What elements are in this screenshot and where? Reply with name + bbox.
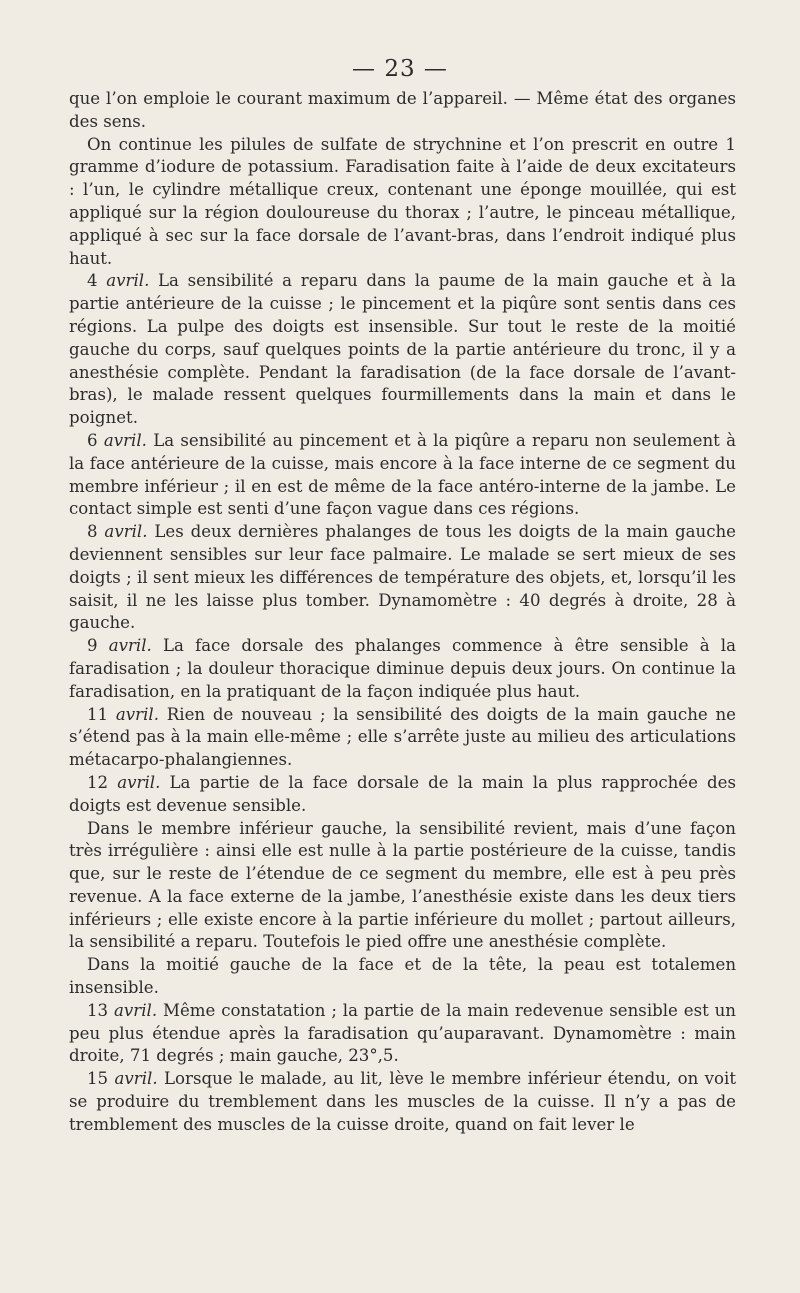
entry-text: La face dorsale des phalanges commence à être sensible à la faradisation ; la douleur thoracique diminue depuis deux jours. On continue la faradisation, en la pratiquant de la façon indiquée plus haut.	[69, 636, 736, 701]
entry-text: La partie de la face dorsale de la main la plus rapprochée des doigts est devenue sensible.	[69, 772, 737, 815]
entry-text: Même constatation ; la partie de la main redevenue sensible est un peu plus étendue après la faradisation qu’auparavant. Dynamomètre : main droite, 71 degrés ; main gauche, 23°,5.	[69, 1000, 736, 1066]
entry-month: avril.	[103, 430, 147, 450]
paragraph-text: Dans le membre inférieur gauche, la sensibilité revient, mais d’une façon très irrégulière : ainsi elle est nulle à la partie postérieure de la cuisse, tandis que, sur le reste de l’étendue de ce segment du membre, elle est à peu près revenue. A la face externe de la jambe, l’anesthésie existe dans les deux tiers inférieurs ; elle existe encore à la partie inférieure du mollet ; partout ailleurs, la sensibilité a reparu. Toutefois le pied offre une anesthésie complète.	[69, 818, 736, 952]
entry-day: 11	[87, 704, 109, 724]
entry-month: avril.	[114, 1000, 158, 1020]
paragraph-lower-limb	[69, 818, 736, 955]
paragraph-treatment	[69, 134, 736, 271]
entry-9-avril	[69, 635, 736, 703]
paragraph-text: Dans la moitié gauche de la face et de la tête, la peau est totalemen insensible.	[69, 955, 736, 998]
entry-month: avril.	[108, 636, 152, 656]
entry-11-avril	[69, 704, 736, 772]
entry-text: La sensibilité a reparu dans la paume de la main gauche et à la partie antérieure de la cuisse ; le pincement et la piqûre sont sentis dans ces régions. La pulpe des doigts est insensible. Sur tout le reste de la moitié gauche du corps, sauf quelques points de la partie antérieure du tronc, il y a anesthésie complète. Pendant la faradisation (de la face dorsale de l’avant-bras), le malade ressent quelques fourmillements dans la main et dans le poignet.	[69, 271, 736, 428]
entry-month: avril.	[106, 271, 150, 291]
paragraph-text: que l’on emploie le courant maximum de l’appareil. — Même état des organes des sens.	[69, 89, 736, 131]
entry-day: 4	[87, 271, 98, 291]
entry-month: avril.	[117, 772, 161, 792]
entry-text: La sensibilité au pincement et à la piqûre a reparu non seulement à la face antérieure de la cuisse, mais encore à la face interne de ce segment du membre inférieur ; il en est de même de la face antéro-interne de la jambe. Le contact simple est senti d’une façon vague dans ces régions.	[69, 430, 736, 519]
entry-13-avril	[69, 1000, 736, 1068]
paragraph-continuation	[69, 88, 736, 134]
page-number: — 23 —	[352, 56, 448, 82]
entry-8-avril	[69, 521, 736, 635]
entry-month: avril.	[104, 522, 148, 542]
entry-day: 12	[87, 772, 109, 792]
entry-day: 9	[87, 636, 98, 656]
entry-12-avril	[69, 772, 736, 818]
paragraph-face	[69, 954, 736, 1000]
entry-day: 8	[87, 522, 98, 542]
entry-day: 15	[87, 1069, 109, 1089]
entry-day: 13	[87, 1000, 109, 1020]
entry-4-avril	[69, 270, 736, 430]
entry-month: avril.	[114, 1069, 158, 1089]
entry-15-avril	[69, 1068, 736, 1136]
body-text	[69, 88, 736, 1137]
entry-day: 6	[87, 430, 98, 450]
entry-text: Lorsque le malade, au lit, lève le membre inférieur étendu, on voit se produire du tremblement dans les muscles de la cuisse. Il n’y a pas de tremblement des muscles de la cuisse droite, quand on fait lever le	[69, 1069, 736, 1134]
entry-month: avril.	[115, 704, 159, 724]
entry-6-avril	[69, 430, 736, 521]
paragraph-text: On continue les pilules de sulfate de strychnine et l’on prescrit en outre 1 gramme d’iodure de potassium. Faradisation faite à l’aide de deux excitateurs : l’un, le cylindre métallique creux, contenant une éponge mouillée, qui est appliqué sur la région douloureuse du thorax ; l’autre, le pinceau métallique, appliqué à sec sur la face dorsale de l’avant-bras, dans l’endroit indiqué plus haut.	[69, 134, 736, 268]
entry-text: Rien de nouveau ; la sensibilité des doigts de la main gauche ne s’étend pas à la main elle-même ; elle s’arrête juste au milieu des articulations métacarpo-phalangiennes.	[69, 704, 737, 770]
entry-text: Les deux dernières phalanges de tous les doigts de la main gauche deviennent sensibles sur leur face palmaire. Le malade se sert mieux de ses doigts ; il sent mieux les différences de température des objets, et, lorsqu’il les saisit, il ne les laisse plus tomber. Dynamomètre : 40 degrés à droite, 28 à gauche.	[69, 522, 737, 633]
